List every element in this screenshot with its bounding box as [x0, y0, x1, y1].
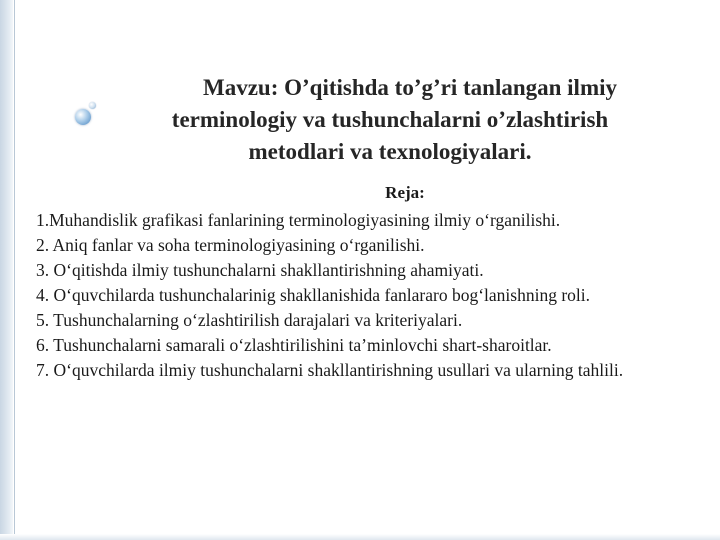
- plan-item: 1.Muhandislik grafikasi fanlarining terminologiyasining ilmiy o‘rganilishi.: [36, 210, 561, 230]
- plan-item: 2. Aniq fanlar va soha terminologiyasining o‘rganilishi.: [36, 235, 425, 255]
- left-decorative-stripe: [0, 0, 13, 540]
- plan-list: [36, 211, 676, 386]
- bubble-icon: [75, 109, 91, 125]
- plan-item: 5. Tushunchalarning o‘zlashtirilish darajalari va kriteriyalari.: [36, 310, 463, 330]
- plan-item: 6. Tushunchalarni samarali o‘zlashtirilishini ta’minlovchi shart-sharoitlar.: [36, 335, 552, 355]
- plan-item: 3. O‘qitishda ilmiy tushunchalarni shakllantirishning ahamiyati.: [36, 260, 484, 280]
- title-line: metodlari va texnologiyalari.: [248, 139, 532, 164]
- title-line: terminologiy va tushunchalarni o’zlashtirish: [171, 107, 609, 132]
- left-divider-line: [14, 0, 15, 540]
- slide-title: [100, 72, 680, 168]
- bubble-small-icon: [89, 102, 96, 109]
- plan-heading-text: Reja:: [385, 183, 425, 202]
- plan-heading: [0, 183, 720, 203]
- plan-item: 7. O‘quvchilarda ilmiy tushunchalarni shakllantirishning usullari va ularning tahlili.: [36, 360, 624, 380]
- bottom-decorative-band: [0, 534, 720, 540]
- plan-item: 4. O‘quvchilarda tushunchalarinig shakllanishida fanlararo bog‘lanishning roli.: [36, 285, 591, 305]
- title-line: Mavzu: O’qitishda to’g’ri tanlangan ilmiy: [202, 75, 617, 100]
